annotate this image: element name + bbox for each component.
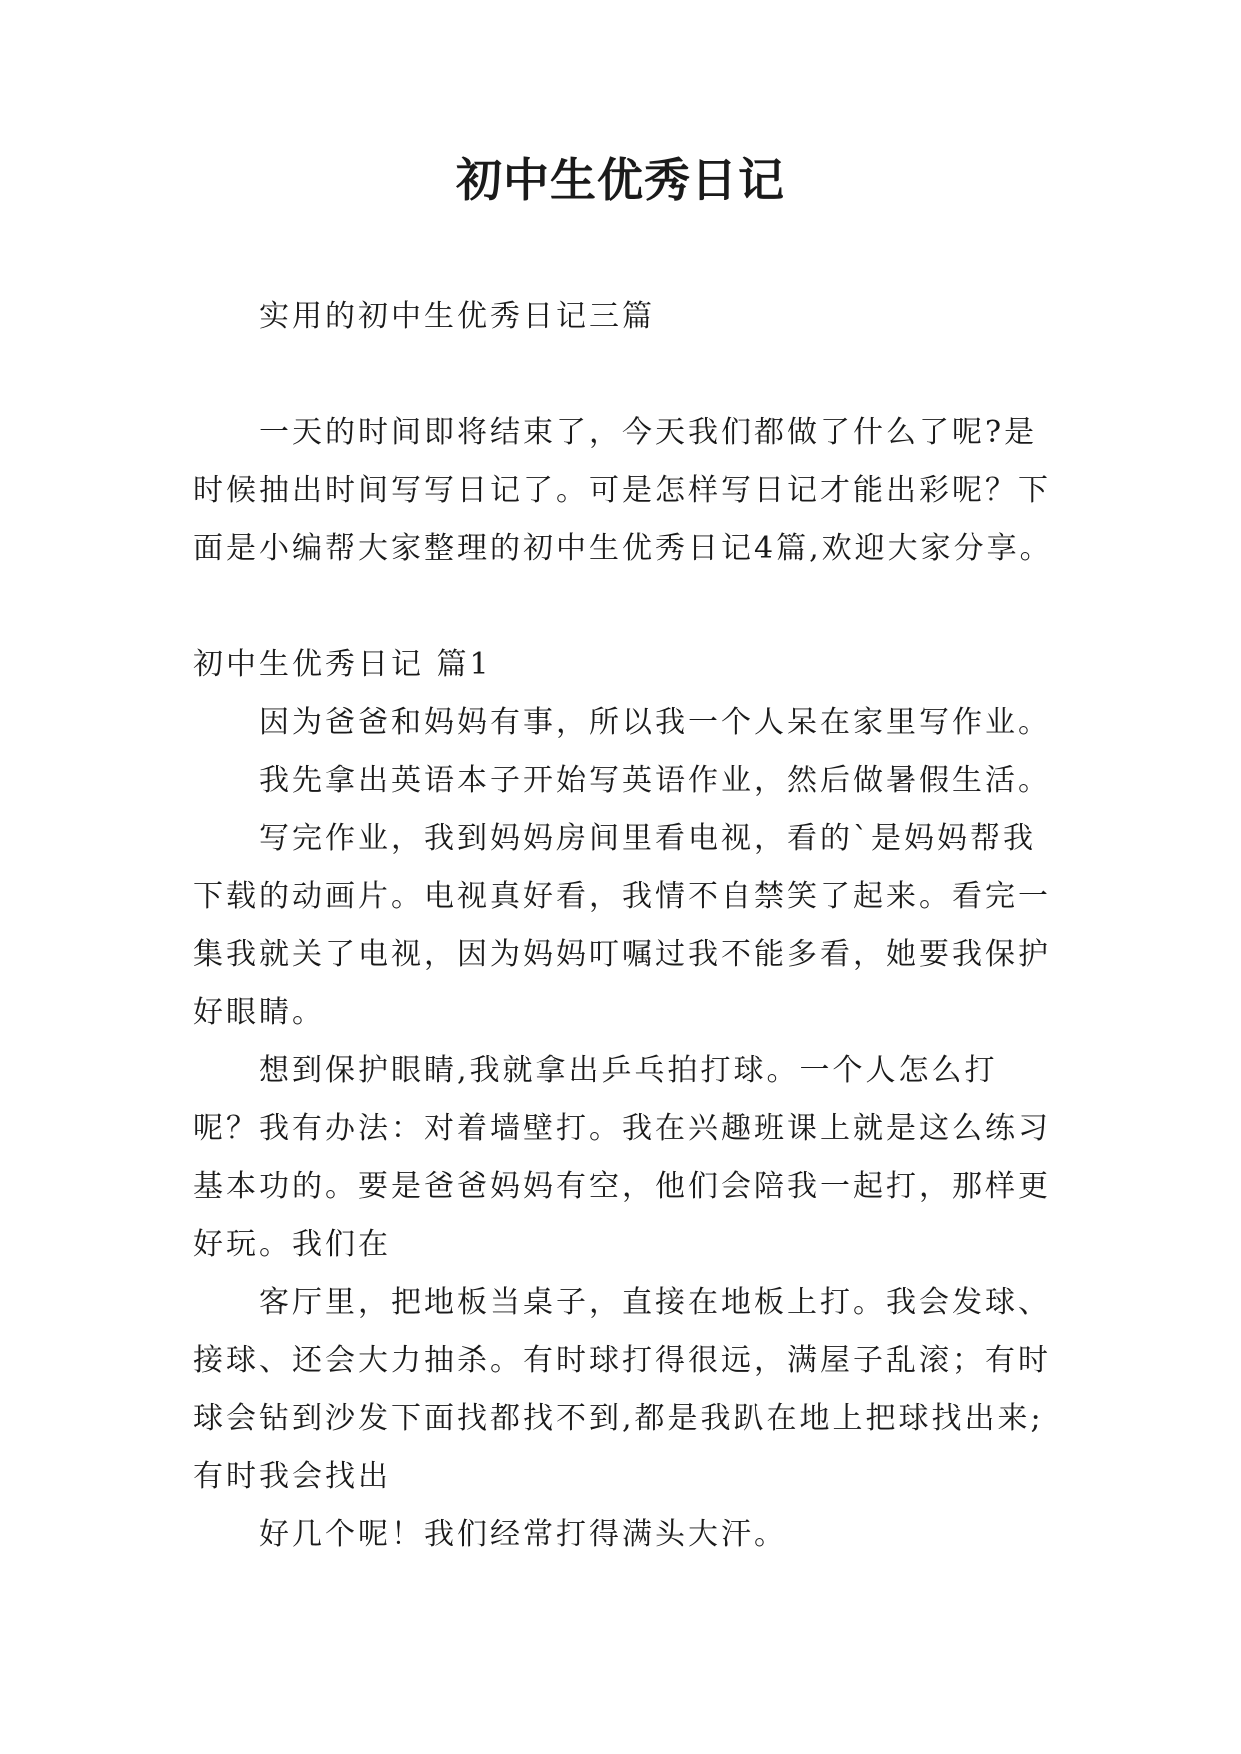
- document-body: [193, 288, 1063, 1564]
- spacer: [193, 346, 1063, 404]
- document-title: 初中生优秀日记: [456, 153, 785, 207]
- body-paragraph: 我先拿出英语本子开始写英语作业，然后做暑假生活。: [259, 763, 1051, 798]
- body-paragraph: 好几个呢！我们经常打得满头大汗。: [259, 1517, 787, 1552]
- spacer: [193, 578, 1063, 636]
- body-paragraph: 客厅里，把地板当桌子，直接在地板上打。我会发球、接球、还会大力抽杀。有时球打得很远，满屋子乱滚；有时球会钻到沙发下面找都找不到,都是我趴在地上把球找出来;有时我会找出: [193, 1285, 1051, 1494]
- intro-paragraph: 一天的时间即将结束了，今天我们都做了什么了呢?是时候抽出时间写写日记了。可是怎样写日记才能出彩呢？下面是小编帮大家整理的初中生优秀日记4篇,欢迎大家分享。: [193, 415, 1053, 566]
- body-paragraph: 写完作业，我到妈妈房间里看电视，看的`是妈妈帮我下载的动画片。电视真好看，我情不自禁笑了起来。看完一集我就关了电视，因为妈妈叮嘱过我不能多看，她要我保护好眼睛。: [193, 821, 1051, 1030]
- body-paragraph: 因为爸爸和妈妈有事，所以我一个人呆在家里写作业。: [259, 705, 1051, 740]
- section-heading: 初中生优秀日记 篇1: [193, 647, 492, 682]
- body-paragraph: 想到保护眼睛,我就拿出乒乓拍打球。一个人怎么打呢？我有办法：对着墙壁打。我在兴趣班课上就是这么练习基本功的。要是爸爸妈妈有空，他们会陪我一起打，那样更好玩。我们在: [193, 1053, 1051, 1262]
- document-subtitle: 实用的初中生优秀日记三篇: [259, 299, 655, 334]
